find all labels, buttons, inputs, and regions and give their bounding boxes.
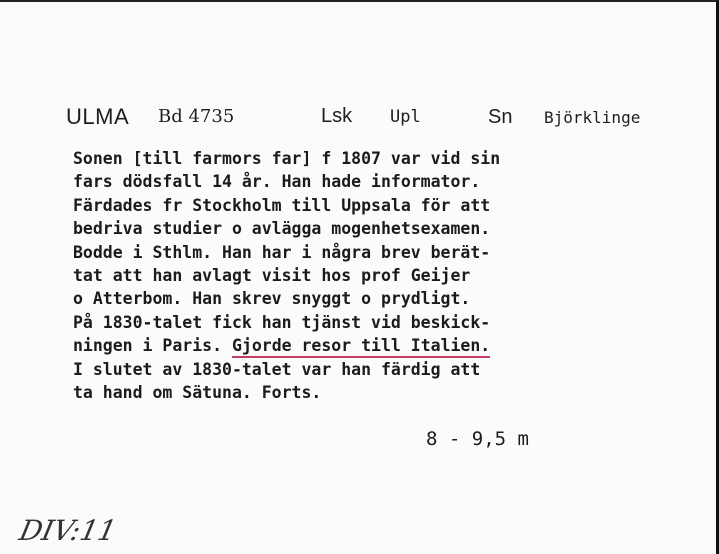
- text-line-9: [73, 334, 673, 357]
- handwritten-reference: DIV:11: [16, 514, 120, 547]
- province-label: Upl: [390, 107, 421, 127]
- text-line-4: bedriva studier o avlägga mogenhetsexamen.: [73, 219, 491, 239]
- text-line-3: Färdades fr Stockholm till Uppsala för att: [73, 195, 491, 215]
- card-header: [0, 102, 719, 136]
- parish-label: Sn: [488, 106, 513, 128]
- text-line-2: fars dödsfall 14 år. Han hade informator.: [73, 172, 481, 192]
- text-line-9-start: ningen i Paris.: [73, 336, 223, 356]
- text-line-1: Sonen [till farmors far] f 1807 var vid sin: [73, 149, 501, 168]
- county-label: Lsk: [321, 105, 353, 127]
- volume-number: Bd 4735: [158, 106, 235, 127]
- text-line-11: ta hand om Sätuna. Forts.: [73, 382, 322, 402]
- measurement-note: 8 - 9,5 m: [426, 428, 529, 450]
- card-body-text: [73, 147, 673, 404]
- text-line-6: tat att han avlagt visit hos prof Geijer: [73, 265, 471, 285]
- text-line-5: Bodde i Sthlm. Han har i några brev berät-: [73, 242, 491, 262]
- parish-name: Björklinge: [544, 108, 641, 127]
- text-line-7: o Atterbom. Han skrev snyggt o prydligt.: [73, 289, 471, 309]
- archive-code: ULMA: [66, 104, 130, 129]
- text-line-8: På 1830-talet fick han tjänst vid beskick-: [73, 312, 491, 332]
- underlined-phrase: Gjorde resor till Italien.: [232, 336, 490, 358]
- text-line-10: I slutet av 1830-talet var han färdig att: [73, 359, 481, 379]
